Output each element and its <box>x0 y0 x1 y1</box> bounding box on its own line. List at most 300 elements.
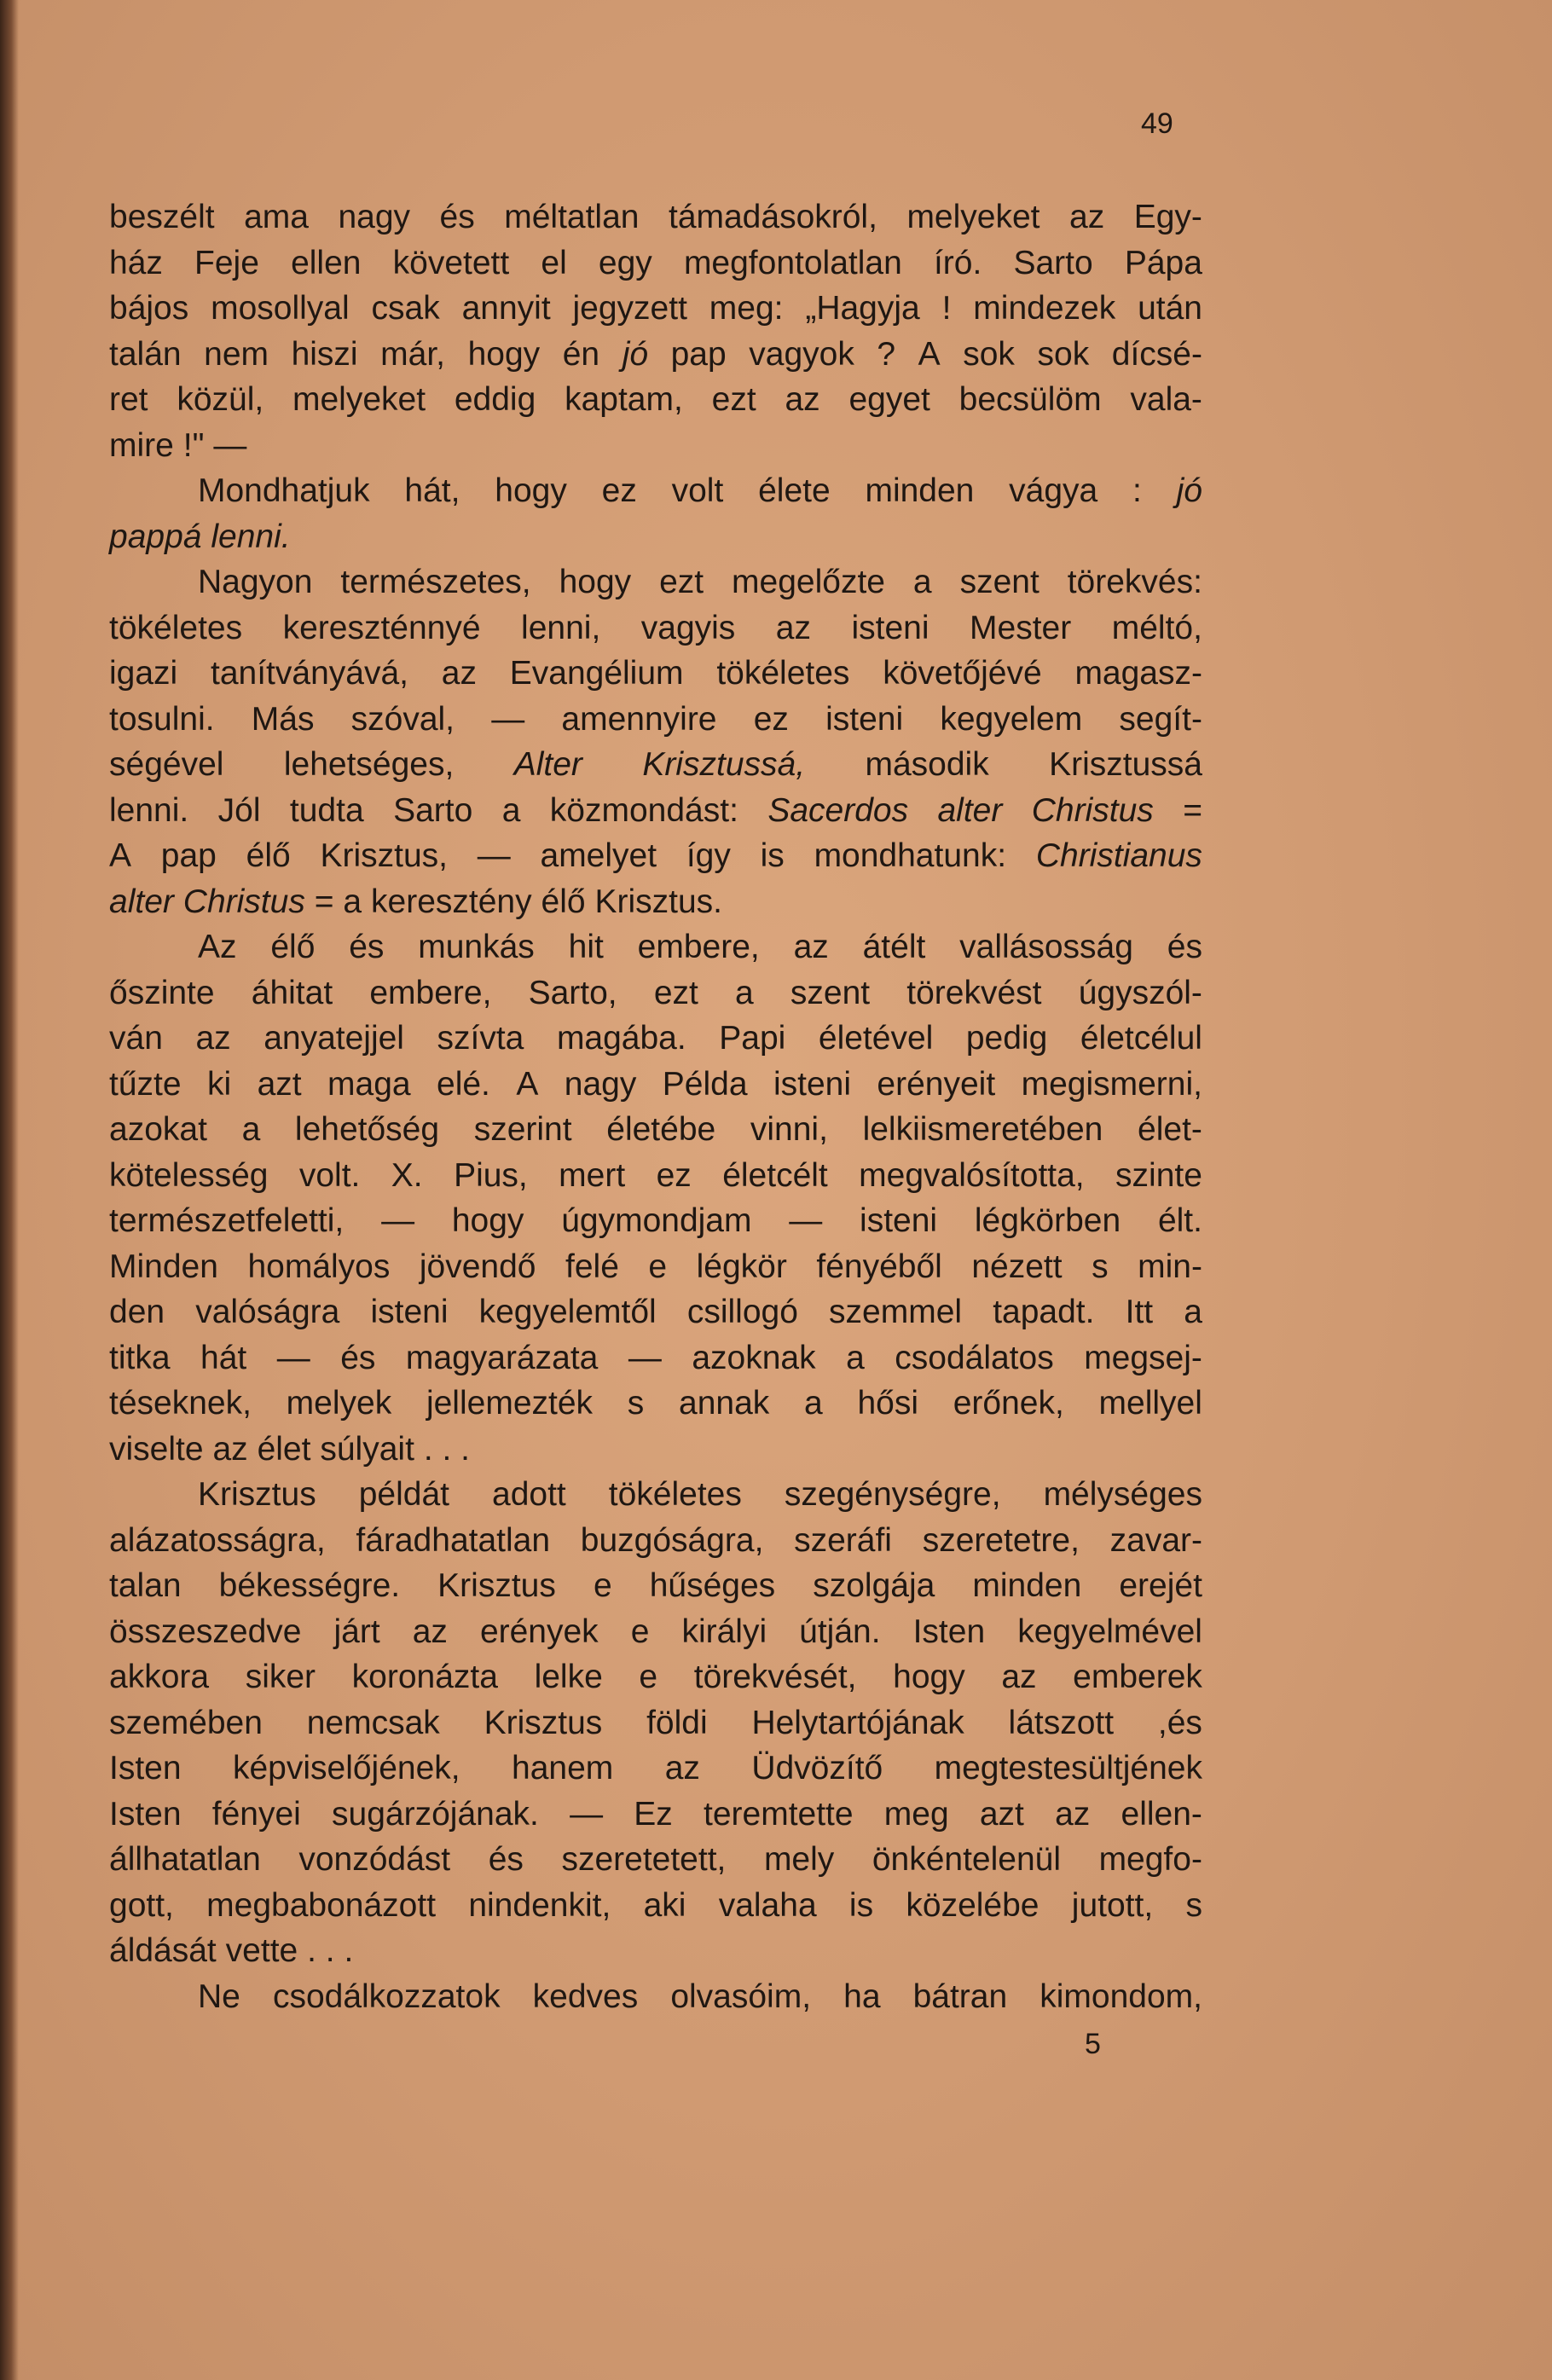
text-line <box>109 377 1202 423</box>
word: s <box>1185 1886 1202 1924</box>
text-line <box>109 514 1202 560</box>
word: egyet <box>848 381 930 418</box>
word: csak <box>371 290 440 327</box>
word: anyatejjel <box>263 1020 404 1057</box>
word: követőjévé <box>883 655 1042 692</box>
word: Ez <box>634 1795 673 1833</box>
word: e <box>648 1248 668 1285</box>
word: tökéletes <box>716 655 850 692</box>
word: lenni. <box>211 518 291 555</box>
word: megbabonázott <box>206 1886 437 1924</box>
word: keresztény <box>371 883 532 920</box>
word: méltatlan <box>504 199 640 235</box>
word: tanítványává, <box>211 655 408 692</box>
word: kegyelemtől <box>478 1294 657 1330</box>
word: viselte <box>109 1430 204 1468</box>
word: lehetőség <box>294 1111 440 1148</box>
word: Krisztus, <box>320 837 448 874</box>
word: látszott <box>1008 1704 1115 1741</box>
text-line <box>109 697 1202 743</box>
word: Mester <box>970 609 1072 646</box>
word: nagy <box>338 199 411 235</box>
word: adott <box>492 1476 566 1513</box>
word: vonzódást <box>298 1841 451 1878</box>
word: és <box>488 1841 524 1878</box>
word: Papi <box>719 1020 786 1057</box>
word: Christus <box>182 883 305 920</box>
word: nagy <box>564 1065 637 1103</box>
word: az <box>1069 199 1105 235</box>
word: bátran <box>912 1978 1008 2015</box>
word: járt <box>333 1613 380 1650</box>
word: isteni <box>370 1294 449 1330</box>
text-line <box>109 332 1202 378</box>
word: életcélul <box>1080 1020 1202 1057</box>
word: beszélt <box>109 199 215 235</box>
word: Krisztussá, <box>642 746 806 783</box>
word: hűséges <box>649 1567 776 1604</box>
word: Isten <box>912 1613 986 1650</box>
word: akkora <box>109 1659 210 1695</box>
word: ki <box>206 1065 232 1103</box>
word: nem <box>204 335 269 373</box>
word: — <box>213 426 247 464</box>
word: Krisztus <box>437 1567 556 1604</box>
word: „Hagyja <box>805 290 920 327</box>
word: Isten <box>109 1750 182 1786</box>
word: természetfeletti, <box>109 1202 345 1239</box>
word: ezt <box>659 564 704 600</box>
word: Sarto <box>1013 244 1093 281</box>
text-line <box>109 605 1202 651</box>
word: ez <box>753 700 789 738</box>
word: ellen <box>291 244 362 281</box>
text-line <box>109 742 1202 788</box>
word: Ne <box>198 1978 240 2015</box>
word: így <box>686 837 731 874</box>
text-line <box>109 879 1202 925</box>
word: megelőzte <box>732 564 885 600</box>
word: Helytartójának <box>751 1704 964 1741</box>
word: Christus <box>1031 791 1154 829</box>
word: elé. <box>437 1065 490 1103</box>
word: úgymondjam <box>561 1202 752 1239</box>
text-line <box>109 1700 1202 1746</box>
word: mire <box>109 426 174 464</box>
word: méltó, <box>1111 609 1202 646</box>
word: munkás <box>418 929 535 965</box>
word: a <box>912 564 932 600</box>
word: Sarto, <box>528 974 617 1011</box>
word: magasz- <box>1074 655 1202 692</box>
word: . . . <box>423 1430 470 1468</box>
word: a <box>241 1111 261 1148</box>
word: hogy <box>893 1659 965 1695</box>
word: tűzte <box>109 1065 182 1103</box>
word: tökéletes <box>109 609 243 646</box>
word: volt. <box>298 1156 361 1194</box>
word: életével <box>818 1020 934 1057</box>
word: azt <box>257 1065 302 1103</box>
word: kegyelem <box>940 700 1083 738</box>
word: szegénységre, <box>784 1476 1001 1513</box>
word: jó <box>1176 472 1202 509</box>
word: az <box>212 1430 248 1468</box>
word: ezt <box>711 381 756 418</box>
signature-mark: 5 <box>1085 2028 1101 2060</box>
word: Krisztus <box>198 1476 316 1513</box>
word: — <box>381 1202 415 1239</box>
word: az <box>793 929 829 965</box>
word: törekvést <box>906 974 1042 1011</box>
word: pap <box>160 837 217 874</box>
word: példát <box>358 1476 449 1513</box>
word: lelke <box>534 1659 603 1695</box>
word: ? <box>877 335 896 373</box>
text-line <box>109 651 1202 697</box>
word: lenni. <box>109 791 189 829</box>
word: megfo- <box>1098 1841 1202 1878</box>
word: — <box>477 837 511 874</box>
word: élő <box>270 929 316 965</box>
word: jövendő <box>419 1248 536 1285</box>
text-line <box>109 833 1202 879</box>
word: szolgája <box>813 1567 935 1604</box>
page-number: 49 <box>1141 107 1173 140</box>
word: megvalósította, <box>859 1156 1085 1194</box>
word: erényeit <box>877 1065 996 1103</box>
word: az <box>1055 1795 1091 1833</box>
word: ama <box>244 199 309 235</box>
word: életcélt <box>722 1156 828 1194</box>
word: maga <box>327 1065 411 1103</box>
word: író. <box>933 244 982 281</box>
word: alázatosságra, <box>109 1521 326 1559</box>
word: nindenkit, <box>468 1886 611 1924</box>
word: annak <box>679 1385 770 1422</box>
word: őszinte <box>109 974 215 1011</box>
word: ez <box>656 1156 692 1194</box>
word: Sacerdos <box>767 791 909 829</box>
word: mely <box>763 1841 835 1878</box>
word: dícsé- <box>1111 335 1202 373</box>
text-line <box>109 1928 1202 1974</box>
word: fényéből <box>816 1248 942 1285</box>
word: fényei <box>211 1795 301 1833</box>
word: minden <box>972 1567 1082 1604</box>
word: mosollyal <box>211 290 350 327</box>
word: Jól <box>217 791 261 829</box>
word: az <box>441 655 477 692</box>
word: az <box>775 609 811 646</box>
word: Evangélium <box>509 655 684 692</box>
word: olvasóim, <box>670 1978 812 2015</box>
word: jutott, <box>1071 1886 1154 1924</box>
word: Isten <box>109 1795 182 1833</box>
word: az <box>664 1750 700 1786</box>
word: alter <box>109 883 174 920</box>
word: képviselőjének, <box>232 1750 460 1786</box>
text-line <box>109 1883 1202 1929</box>
word: mert <box>559 1156 626 1194</box>
text-line <box>109 1518 1202 1564</box>
word: kaptam, <box>565 381 683 418</box>
word: csillogó <box>686 1294 798 1330</box>
word: aki <box>643 1886 686 1924</box>
word: Más <box>251 700 315 738</box>
text-line <box>109 559 1202 605</box>
word: !" <box>182 426 205 464</box>
word: életébe <box>606 1111 716 1148</box>
text-line <box>109 1427 1202 1473</box>
word: bájos <box>109 290 189 327</box>
word: s <box>1092 1248 1109 1285</box>
text-line <box>109 1974 1202 2020</box>
word: átélt <box>862 929 926 965</box>
word: egy <box>598 244 652 281</box>
word: — <box>276 1339 310 1376</box>
word: melyeket <box>906 199 1040 235</box>
word: Feje <box>194 244 259 281</box>
word: élt. <box>1157 1202 1202 1239</box>
word: isteni <box>825 700 904 738</box>
word: élő <box>246 837 291 874</box>
word: lehetséges, <box>283 746 455 783</box>
word: második <box>865 746 989 783</box>
word: törekvését, <box>693 1659 857 1695</box>
word: alter <box>937 791 1003 829</box>
word: talán <box>109 335 182 373</box>
word: Üdvözítő <box>751 1750 883 1786</box>
word: volt <box>671 472 724 509</box>
word: ret <box>109 381 148 418</box>
word: minden <box>865 472 975 509</box>
word: jó <box>622 335 649 373</box>
word: embere, <box>637 929 760 965</box>
word: már, <box>380 335 446 373</box>
word: Az <box>198 929 237 965</box>
word: megtestesültjének <box>934 1750 1202 1786</box>
word: buzgóságra, <box>580 1521 764 1559</box>
word: tudta <box>289 791 364 829</box>
word: az <box>195 1020 231 1057</box>
word: hát <box>200 1339 247 1376</box>
word: természetes, <box>340 564 531 600</box>
word: szeretetett, <box>561 1841 727 1878</box>
word: vette <box>225 1932 298 1969</box>
body-text <box>109 194 1202 2019</box>
word: vala- <box>1130 381 1202 418</box>
word: és <box>340 1339 376 1376</box>
word: megfontolatlan <box>683 244 902 281</box>
word: kedves <box>532 1978 639 2015</box>
text-line <box>109 1153 1202 1199</box>
word: királyi <box>681 1613 767 1650</box>
word: titka <box>109 1339 171 1376</box>
text-line <box>109 1792 1202 1838</box>
word: valaha <box>718 1886 817 1924</box>
word: vagyok <box>749 335 854 373</box>
word: magába. <box>556 1020 686 1057</box>
word: sugárzójának. <box>332 1795 539 1833</box>
word: után <box>1138 290 1202 327</box>
word: közelébe <box>906 1886 1039 1924</box>
word: kereszténnyé <box>282 609 481 646</box>
word: magyarázata <box>405 1339 599 1376</box>
word: az <box>1001 1659 1037 1695</box>
word: szívta <box>437 1020 524 1057</box>
word: annyit <box>461 290 551 327</box>
word: szent <box>790 974 871 1011</box>
word: : <box>1132 472 1142 509</box>
word: kötelesség <box>109 1156 269 1194</box>
word: lenni, <box>521 609 601 646</box>
word: szemmel <box>829 1294 963 1330</box>
word: nézett <box>971 1248 1063 1285</box>
word: melyek <box>286 1385 392 1422</box>
word: isteni <box>773 1065 851 1103</box>
word: jegyzett <box>572 290 687 327</box>
word: közül, <box>177 381 264 418</box>
word: az <box>412 1613 448 1650</box>
word: ,és <box>1157 1704 1202 1741</box>
word: ellen- <box>1121 1795 1202 1833</box>
text-line <box>109 240 1202 287</box>
word: . . . <box>307 1932 354 1969</box>
word: segít- <box>1119 700 1202 738</box>
word: vallásosság <box>959 929 1133 965</box>
word: igazi <box>109 655 178 692</box>
word: isteni <box>860 1202 938 1239</box>
word: pap <box>670 335 727 373</box>
word: lelkiismeretében <box>862 1111 1103 1148</box>
word: eddig <box>454 381 536 418</box>
word: élő <box>541 883 586 920</box>
word: fáradhatatlan <box>356 1521 551 1559</box>
word: tosulni. <box>109 700 215 738</box>
word: emberek <box>1073 1659 1202 1695</box>
word: embere, <box>369 974 492 1011</box>
word: e <box>593 1567 612 1604</box>
word: becsülöm <box>958 381 1102 418</box>
word: megismerni, <box>1021 1065 1202 1103</box>
word: A <box>516 1065 539 1103</box>
text-line <box>109 468 1202 514</box>
word: Nagyon <box>198 564 313 600</box>
word: mondhatunk: <box>814 837 1007 874</box>
text-line <box>109 1609 1202 1655</box>
word: erőnek, <box>953 1385 1064 1422</box>
word: szeráfi <box>794 1521 892 1559</box>
word: hősi <box>857 1385 918 1422</box>
word: nemcsak <box>306 1704 440 1741</box>
word: áldását <box>109 1932 217 1969</box>
text-line <box>109 1016 1202 1062</box>
word: békességre. <box>218 1567 401 1604</box>
word: talan <box>109 1567 182 1604</box>
word: csodálkozzatok <box>272 1978 501 2015</box>
word: gott, <box>109 1886 174 1924</box>
word: sok <box>1037 335 1090 373</box>
word: meg <box>883 1795 949 1833</box>
word: és <box>1167 929 1202 965</box>
word: hogy <box>559 564 632 600</box>
word: Alter <box>513 746 582 783</box>
word: valóságra <box>195 1294 340 1330</box>
word: Példa <box>662 1065 748 1103</box>
word: hogy <box>495 472 567 509</box>
text-line <box>109 1381 1202 1427</box>
word: kimondom, <box>1039 1978 1202 2015</box>
word: összeszedve <box>109 1613 302 1650</box>
word: min- <box>1138 1248 1202 1285</box>
word: zavar- <box>1109 1521 1202 1559</box>
text-line <box>109 1107 1202 1153</box>
word: ez <box>601 472 637 509</box>
word: úgyszól- <box>1078 974 1202 1011</box>
word: hanem <box>512 1750 614 1786</box>
word: pedig <box>965 1020 1048 1057</box>
word: szinte <box>1115 1156 1202 1194</box>
word: tapadt. <box>993 1294 1095 1330</box>
word: melyeket <box>292 381 426 418</box>
word: Krisztus <box>484 1704 603 1741</box>
word: közmondást: <box>549 791 738 829</box>
word: X. <box>391 1156 423 1194</box>
text-line <box>109 1335 1202 1381</box>
word: = <box>1183 791 1202 829</box>
word: A <box>109 837 132 874</box>
word: — <box>491 700 525 738</box>
word: és <box>349 929 385 965</box>
word: élete <box>758 472 831 509</box>
word: hiszi <box>291 335 358 373</box>
word: e <box>639 1659 658 1695</box>
word: azokat <box>109 1111 207 1148</box>
word: megsej- <box>1084 1339 1202 1376</box>
text-line <box>109 1837 1202 1883</box>
word: súlyait <box>320 1430 414 1468</box>
word: siker <box>245 1659 316 1695</box>
word: felé <box>565 1248 619 1285</box>
word: Sarto <box>393 791 473 829</box>
word: áhitat <box>251 974 333 1011</box>
word: koronázta <box>351 1659 498 1695</box>
word: hogy <box>451 1202 524 1239</box>
word: szemében <box>109 1704 263 1741</box>
word: hát, <box>404 472 460 509</box>
text-line <box>109 788 1202 834</box>
word: ház <box>109 244 163 281</box>
word: élet <box>257 1430 311 1468</box>
word: szeretetre, <box>922 1521 1080 1559</box>
word: s <box>627 1385 645 1422</box>
word: = <box>314 883 334 920</box>
text-line <box>109 1746 1202 1792</box>
word: Krisztus. <box>594 883 723 920</box>
word: Minden <box>109 1248 218 1285</box>
word: mélységes <box>1043 1476 1202 1513</box>
word: A <box>918 335 941 373</box>
word: támadásokról, <box>668 199 877 235</box>
word: ezt <box>653 974 698 1011</box>
word: hit <box>568 929 604 965</box>
word: a <box>804 1385 823 1422</box>
word: el <box>541 244 567 281</box>
word: szerint <box>473 1111 572 1148</box>
word: ségével <box>109 746 224 783</box>
word: teremtette <box>704 1795 854 1833</box>
